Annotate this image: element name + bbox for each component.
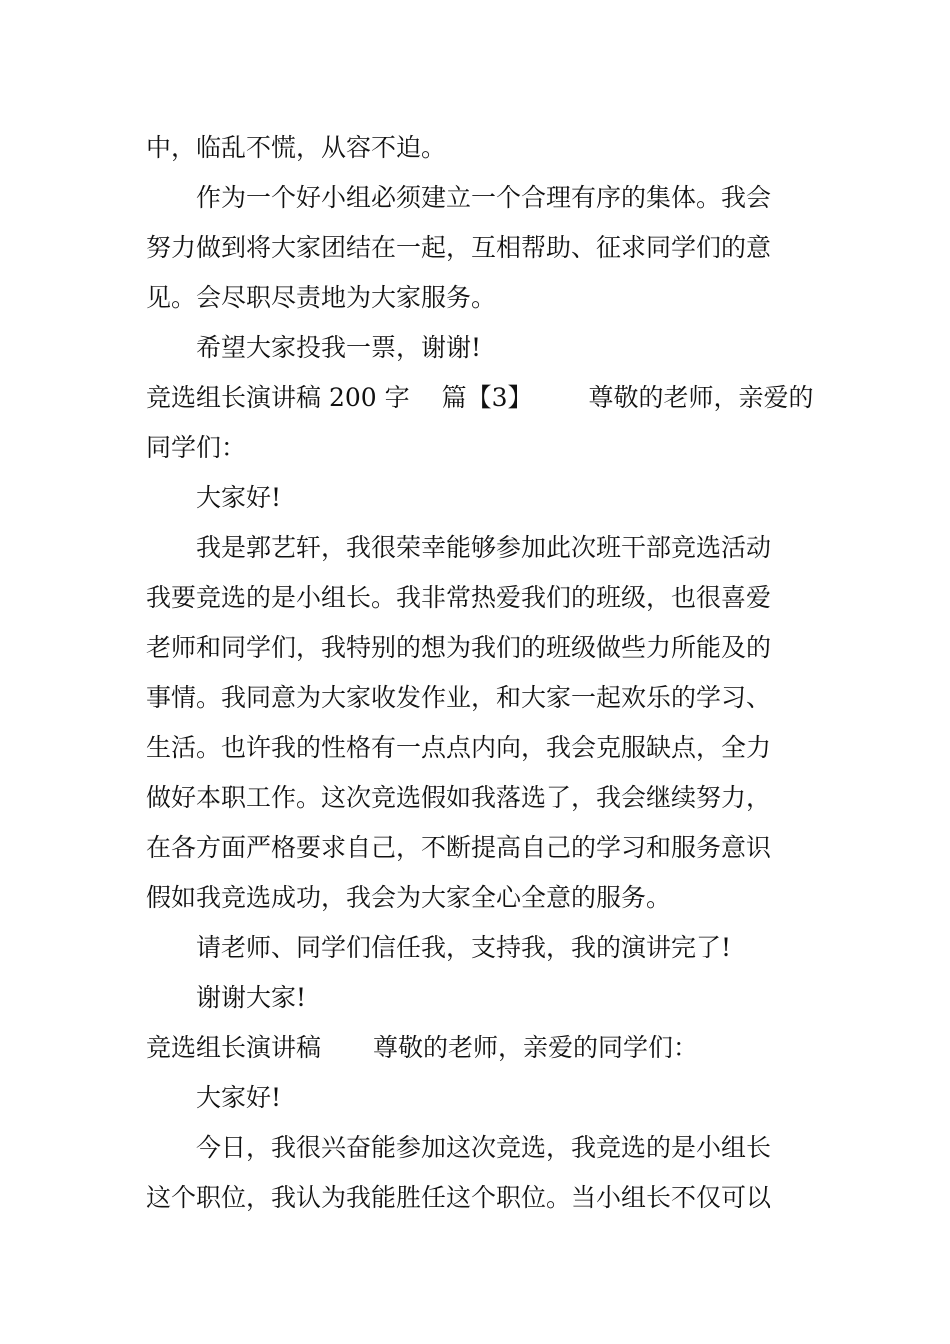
paragraph-line: 生活。也许我的性格有一点点内向，我会克服缺点，全力 xyxy=(146,733,772,762)
paragraph-line: 中，临乱不慌，从容不迫。 xyxy=(146,133,447,162)
paragraph-line: 希望大家投我一票，谢谢! xyxy=(196,333,482,362)
paragraph-line: 大家好! xyxy=(196,1083,282,1112)
paragraph-line: 作为一个好小组必须建立一个合理有序的集体。我会 xyxy=(196,183,772,212)
paragraph-line: 努力做到将大家团结在一起，互相帮助、征求同学们的意 xyxy=(146,233,772,262)
paragraph-line: 我要竞选的是小组长。我非常热爱我们的班级，也很喜爱 xyxy=(146,583,772,612)
paragraph-line: 见。会尽职尽责地为大家服务。 xyxy=(146,283,497,312)
paragraph-line: 今日，我很兴奋能参加这次竞选，我竞选的是小组长 xyxy=(196,1133,772,1162)
section-heading xyxy=(146,383,814,413)
heading-title: 竞选组长演讲稿 xyxy=(146,1033,322,1062)
paragraph-line: 这个职位，我认为我能胜任这个职位。当小组长不仅可以 xyxy=(146,1183,772,1212)
heading-section-number: 篇【3】 xyxy=(441,383,533,412)
paragraph-line: 事情。我同意为大家收发作业，和大家一起欢乐的学习、 xyxy=(146,683,772,712)
paragraph-line: 谢谢大家! xyxy=(196,983,307,1012)
paragraph-line: 做好本职工作。这次竞选假如我落选了，我会继续努力， xyxy=(146,783,772,812)
paragraph-line: 在各方面严格要求自己，不断提高自己的学习和服务意识 xyxy=(146,833,772,862)
paragraph-line: 大家好! xyxy=(196,483,282,512)
paragraph-line: 老师和同学们，我特别的想为我们的班级做些力所能及的 xyxy=(146,633,772,662)
section-heading xyxy=(146,1033,698,1063)
paragraph-line: 假如我竞选成功，我会为大家全心全意的服务。 xyxy=(146,883,672,912)
paragraph-line: 我是郭艺轩，我很荣幸能够参加此次班干部竞选活动 xyxy=(196,533,772,562)
paragraph-line: 同学们： xyxy=(146,433,247,462)
heading-salutation: 尊敬的老师，亲爱的同学们： xyxy=(373,1033,699,1062)
paragraph-line: 请老师、同学们信任我，支持我，我的演讲完了! xyxy=(196,933,732,962)
heading-salutation: 尊敬的老师，亲爱的 xyxy=(588,383,814,412)
heading-title: 竞选组长演讲稿 200 字 xyxy=(146,383,410,412)
